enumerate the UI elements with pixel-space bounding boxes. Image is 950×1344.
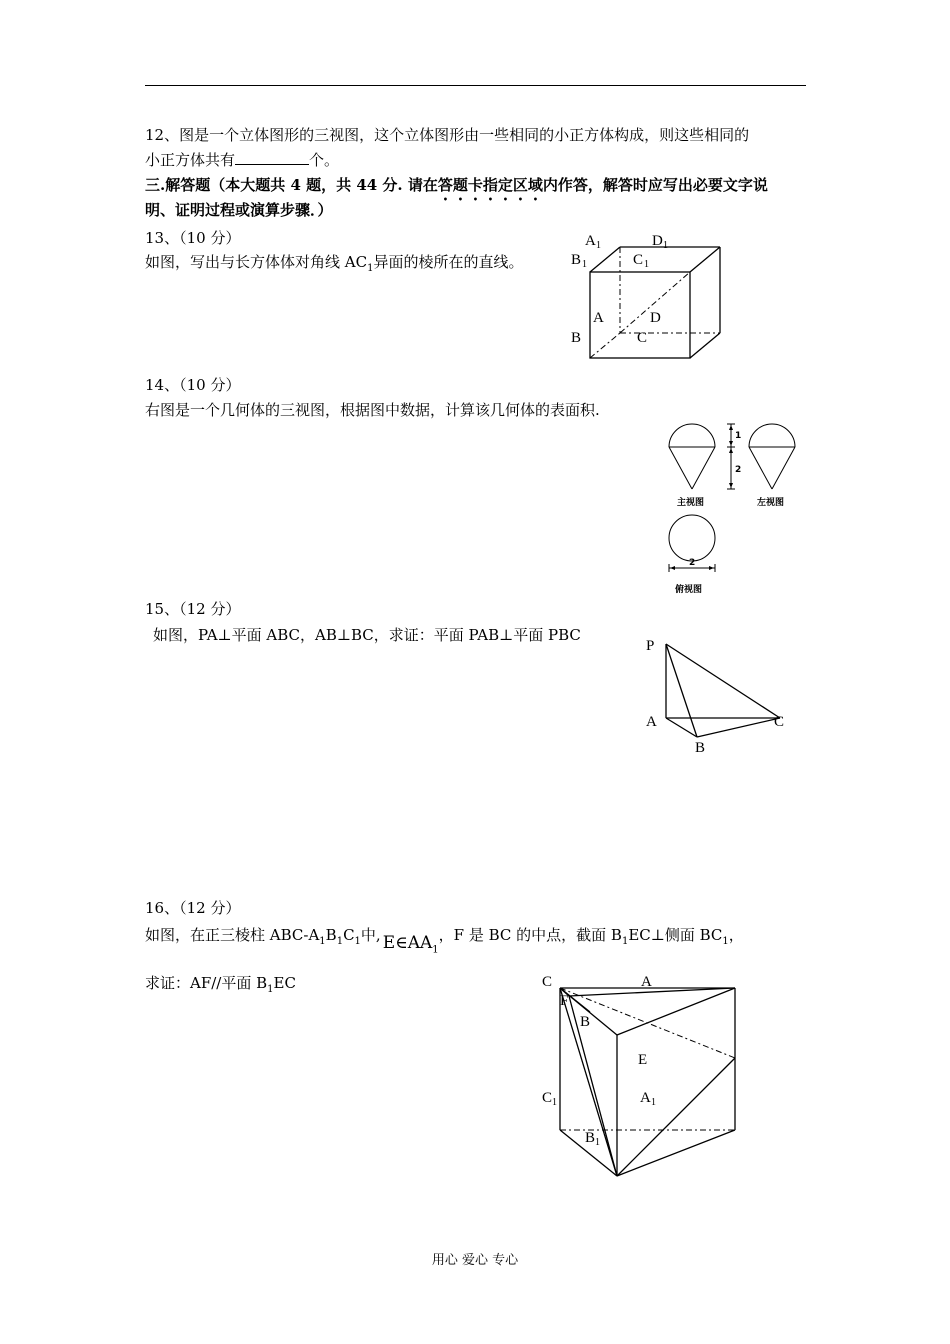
label-A: A [646,714,657,730]
label-C1: C [633,252,644,268]
label-F: F [560,993,569,1009]
front-view-arc [669,424,715,447]
q14-three-views-figure [655,418,815,600]
label-A: A [641,974,652,990]
svg-text:1: 1 [663,240,668,251]
label-B1: B [571,252,582,268]
page-footer: 用心 爱心 专心 [431,1253,519,1268]
label-B1: B [585,1130,596,1146]
q13-cuboid-figure [560,225,730,365]
label-C1: C [542,1090,553,1106]
dim-label-2: 2 [735,465,742,475]
svg-text:1: 1 [552,1097,557,1108]
label-C: C [774,714,785,730]
formula-E-in-AA1: $E\in AA_1$ [382,933,439,956]
label-E: E [638,1052,648,1068]
q16-text: 如图，在正三棱柱 ABC-$A_1B_1C_1$中, $E\in AA_1$，F 是 BC 的中点，截面 $B_1EC\perp$侧面 $BC_1$， [145,926,744,956]
header-rule [145,85,806,86]
section3-heading-line2: 明、证明过程或演算步骤．） [145,201,333,219]
label-C: C [637,330,648,346]
svg-text:1: 1 [644,259,649,270]
q15-heading: 15、（12 分） [145,600,241,618]
q12-line2: 小正方体共有 个。 [145,151,340,169]
section3-heading-line1: 三.解答题（本大题共 4 题，共 44 分. 请在答题卡指定区域内作答，解答时应写出必要文字说 [145,176,768,194]
label-A1: A [640,1090,651,1106]
answer-blank[interactable] [235,150,309,165]
q16-prove: 求证：AF//平面 $B_1EC$ [145,974,296,995]
label-B: B [695,740,706,756]
label-B: B [571,330,582,346]
q13-heading: 13、（10 分） [145,229,241,247]
q14-text: 右图是一个几何体的三视图，根据图中数据，计算该几何体的表面积. [145,401,600,419]
label-C: C [542,974,553,990]
q16-prism-figure [535,968,745,1183]
dim-label-1: 1 [735,431,742,441]
q14-heading: 14、（10 分） [145,376,241,394]
label-A1: A [585,233,596,249]
label-D: D [650,310,661,326]
label-P: P [646,638,655,654]
svg-text:1: 1 [651,1097,656,1108]
side-view-label: 左视图 [757,498,785,508]
dim-label-bottom: 2 [689,558,696,568]
front-view-label: 主视图 [677,498,705,508]
svg-text:1: 1 [582,259,587,270]
q16-heading: 16、（12 分） [145,899,241,917]
label-A: A [593,310,604,326]
q15-text: 如图，PA⊥平面 ABC，AB⊥BC，求证：平面 PAB⊥平面 PBC [153,626,581,644]
top-view-circle [669,515,715,561]
top-view-label: 俯视图 [675,585,703,595]
svg-text:1: 1 [595,1137,600,1148]
q15-tetrahedron-figure [640,632,800,757]
label-B: B [580,1014,591,1030]
q13-text: 如图，写出与长方体体对角线 $AC_1$异面的棱所在的直线。 [145,253,524,274]
label-D1: D [652,233,663,249]
q12-line1: 12、图是一个立体图形的三视图，这个立体图形由一些相同的小正方体构成，则这些相同的 [145,126,750,144]
side-view-arc [749,424,795,447]
svg-text:1: 1 [596,240,601,251]
